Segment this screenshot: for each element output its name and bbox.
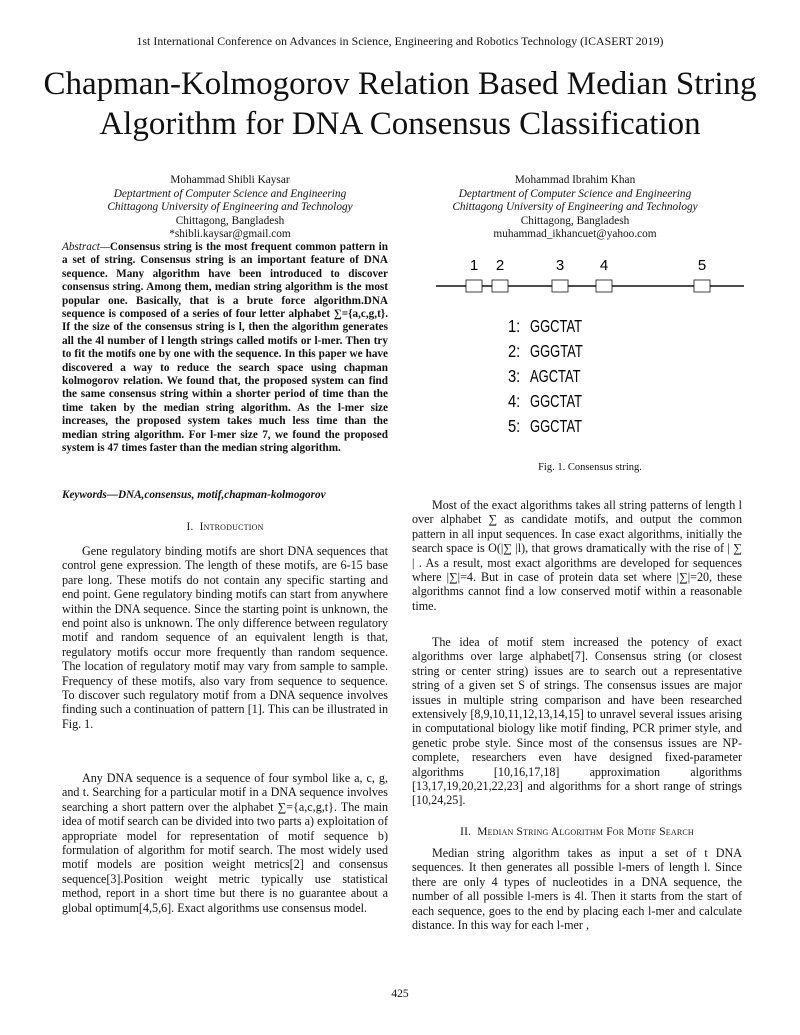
motif-sequence: GGCTAT: [530, 317, 583, 337]
section-number: I.: [186, 521, 194, 533]
motif-index-label: 4:: [508, 391, 521, 412]
paper-title: [30, 64, 770, 144]
motif-position-box: [466, 280, 482, 292]
section-title: Introduction: [199, 521, 264, 533]
intro-paragraph-2: Any DNA sequence is a sequence of four symbol like a, c, g, and t. Searching for a particular motif in a DNA sequence involves searching a short pattern over the alphabet ∑={a,c,g,t}. The main idea of motif search can be divided into two parts a) exploitation of appropriate model for representation of motif sequence b) formulation of algorithm for motif search. The most widely used motif models are position weight metrics[2] and consensus sequence[3].Position weight metric typically use statistical method, report in a short time but there is no guarantee about a global optimum[4,5,6]. Exact algorithms use consensus model.: [62, 771, 388, 915]
title-line-1: Chapman-Kolmogorov Relation Based Median String: [43, 66, 757, 102]
author-email: muhammad_ikhancuet@yahoo.com: [493, 228, 657, 241]
motif-position-box: [596, 280, 612, 292]
conference-header: 1st International Conference on Advances in Science, Engineering and Robotics Technology (ICASERT 2019): [136, 34, 664, 48]
right-paragraph-1: Most of the exact algorithms takes all string patterns of length l over alphabet ∑ as candidate motifs, and output the common pattern in all input sequences. In case exact algorithms, initially the search space is O(|∑ |l), that grows dramatically with the rise of | ∑ | . As a result, most exact algorithms are developed for sequences where |∑|=4. But in case of protein data set where |∑|=20, these algorithms cannot find a low conserved motif within a reasonable time.: [412, 498, 742, 613]
abstract-lead: Abstract—: [62, 241, 110, 253]
author-name: Mohammad Shibli Kaysar: [170, 174, 290, 186]
keywords: Keywords—DNA,consensus, motif,chapman-kolmogorov: [62, 489, 326, 501]
motif-index-label: 2:: [508, 341, 521, 362]
motif-sequence: GGCTAT: [530, 417, 583, 437]
author-email: *shibli.kaysar@gmail.com: [169, 228, 291, 241]
motif-position-label: 1: [469, 257, 479, 274]
author-block-1: [75, 174, 385, 242]
abstract-body: Consensus string is the most frequent common pattern in a set of string. Consensus string is an important feature of DNA sequence. Many algorithm have been introduced to discover consensus string. Among them, median string algorithm is the most popular one. Basically, that is a brute force algorithm.DNA sequence is composed of a series of four letter alphabet ∑={a,c,g,t}. If the size of the consensus string is l, then the algorithm generates all the 4l number of l length strings called motifs or l-mer. Then try to fit the motifs one by one with the sequence. In this paper we have discovered a way to reduce the search space using chapman kolmogorov relation. We found that, the proposed system can find the same consensus string within a shorter period of time than the time taken by the median string algorithm. As the l-mer size increases, the proposed system takes much less time than the median string algorithm. For l-mer size 7, we found the proposed system is 47 times faster than the median string algorithm.: [62, 241, 388, 455]
author-city: Chittagong, Bangladesh: [175, 214, 285, 227]
motif-position-box: [694, 280, 710, 292]
motif-position-label: 3: [555, 257, 565, 274]
motif-sequence: GGGTAT: [530, 342, 583, 362]
author-city: Chittagong, Bangladesh: [520, 214, 630, 227]
motif-position-label: 5: [697, 257, 707, 274]
intro-paragraph-1: Gene regulatory binding motifs are short DNA sequences that control gene expression. The length of these motifs, are 6-15 base pare long. These motifs do not contain any specific starting and end point. Gene regulatory binding motifs can start from anywhere within the DNA sequence. Since the starting point is unknown, the end point also is unknown. The only difference between regulatory motif and random sequence of an equivalent length is that, regulatory motifs occur more frequently than random sequence. The location of regulatory motif may vary from sample to sample. Frequency of these motifs, also vary from sequence to sequence. To discover such regulatory motif from a DNA sequence involves finding such a continuation of pattern [1]. This can be illustrated in Fig. 1.: [62, 544, 388, 731]
motif-position-box: [552, 280, 568, 292]
motif-sequence: AGCTAT: [530, 367, 581, 387]
section-title: Median String Algorithm For Motif Search: [477, 826, 694, 838]
author-university: Chittagong University of Engineering and Technology: [452, 201, 698, 214]
abstract: [62, 241, 388, 456]
figure-caption: Fig. 1. Consensus string.: [538, 462, 642, 473]
page-number: 425: [391, 988, 409, 1000]
section-heading-introduction: [62, 521, 388, 533]
author-university: Chittagong University of Engineering and Technology: [107, 201, 353, 214]
motif-index-label: 5:: [508, 416, 521, 437]
section-number: II.: [460, 826, 472, 838]
author-department: Deptartment of Computer Science and Engineering: [458, 187, 692, 200]
title-line-2: Algorithm for DNA Consensus Classification: [99, 106, 701, 142]
right-paragraph-2: The idea of motif stem increased the potency of exact algorithms over large alphabet[7]. Consensus string (or closest string or center string) issues are to search out a representative string of a given set S of strings. The consensus issues are major issues in multiple string comparison and have been researched extensively [8,9,10,11,12,13,14,15] to unravel several issues arising in computational biology like motif finding, PCR primer style, and genetic probe style. Since most of the consensus issues are NP-complete, researchers even have designed fixed-parameter algorithms [10,16,17,18] approximation algorithms [13,17,19,20,21,22,23] and algorithms for a short range of strings [10,24,25].: [412, 635, 742, 808]
motif-index-label: 1:: [508, 316, 521, 337]
motif-position-box: [492, 280, 508, 292]
author-name: Mohammad Ibrahim Khan: [514, 174, 636, 186]
motif-position-label: 2: [495, 257, 505, 274]
consensus-string-figure: [430, 250, 750, 480]
median-paragraph-1: Median string algorithm takes as input a set of t DNA sequences. It then generates all possible l-mers of length l. Since there are only 4 types of nucleotides in a DNA sequence, the number of all possible l-mers is 4l. Then it starts from the start of each sequence, goes to the end by placing each l-mer and calculate distance. In this way for each l-mer ,: [412, 846, 742, 933]
author-department: Deptartment of Computer Science and Engineering: [113, 187, 347, 200]
motif-index-label: 3:: [508, 366, 521, 387]
author-block-2: [415, 174, 735, 242]
section-heading-median-string: [412, 826, 742, 838]
motif-sequence: GGCTAT: [530, 392, 583, 412]
motif-position-label: 4: [599, 257, 609, 274]
